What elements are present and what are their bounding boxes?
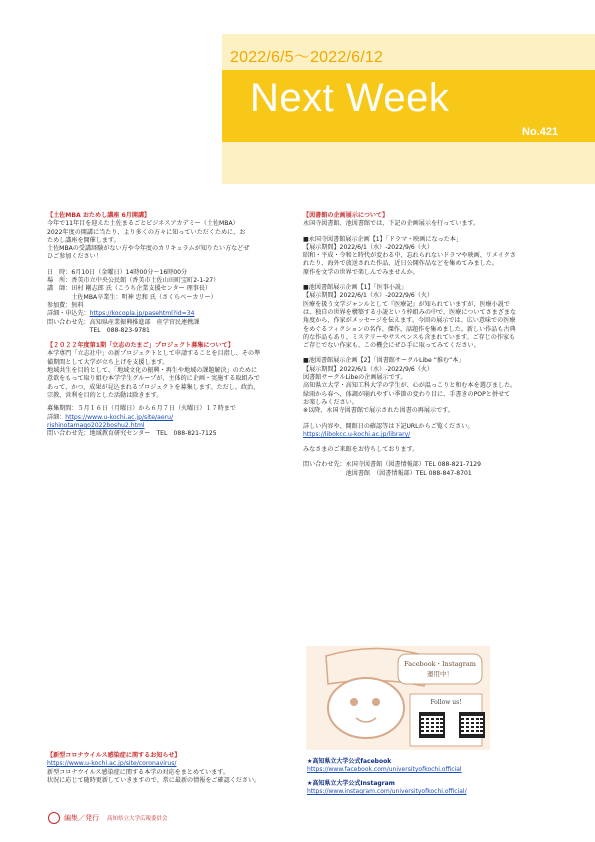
library-contact-line: 問い合わせ先：永国寺図書館（図書情報部）TEL 088-821-7129	[303, 461, 481, 469]
library-link[interactable]: https://libokcc.u-kochi.ac.jp/library/	[303, 430, 411, 438]
footer-org: 高知県立大学広報委員会	[107, 816, 168, 822]
right-column	[303, 212, 568, 478]
mba-detail-line: 日 時：6月10日（金曜日）14時00分～16時00分	[47, 268, 188, 276]
covid-link[interactable]: https://www.u-kochi.ac.jp/site/coronavirus/	[47, 760, 177, 768]
footer-editor: 編集／発行	[64, 814, 99, 822]
university-logo-icon	[48, 812, 60, 824]
follow-text: Follow us!	[430, 699, 462, 706]
covid-notice	[47, 752, 297, 785]
mba-apply-label: 詳細・申込先：	[47, 310, 90, 318]
exhibit2-period: 【展示期間】2022/6/1（水）-2022/9/6（火）	[303, 292, 434, 300]
mba-apply-line	[47, 310, 292, 318]
section-heading-rishi: 【２０２２年度第1期「立志のたまご」プロジェクト募集について】	[47, 342, 234, 350]
mba-body-line: ひご参加ください！	[47, 253, 102, 261]
rishi-detail-link[interactable]: https://www.u-kochi.ac.jp/site/aeru/	[65, 413, 173, 421]
mba-contact-line: 問い合わせ先：高知県産業振興推進部 産学官民連携課	[47, 318, 200, 326]
instagram-link[interactable]: https://www.instagram.com/universityofkochi.official/	[307, 787, 467, 795]
exhibit2-body-line: 角度から、作家がメッセージを伝えます。今回の展示では、広い意味での医療	[303, 317, 516, 325]
banner-text-2: 運用中！	[427, 670, 453, 678]
instagram-label: ★高知県立大学公式Instagram	[307, 779, 395, 787]
exhibit3-body-line: 高知県立大学・高知工科大学の学生が、心が温っこりと和む本を選びました。	[303, 382, 517, 390]
mba-detail-line: 講 師：田村 剛志郎 氏（こうち企業支援センター 理事長）	[47, 285, 212, 293]
page-title: Next Week	[250, 76, 450, 120]
mba-body-line: 2022年度の開講に当たり、より多くの方々に知っていただくために、お	[47, 228, 246, 236]
facebook-qr-icon[interactable]	[419, 712, 445, 738]
section-heading-library: 【図書館の企画展示について】	[303, 212, 389, 219]
facebook-label: ★高知県立大学公式facebook	[307, 758, 392, 765]
mba-detail-line: 場 所：香美市立中央公民館（香美市土佐山田町宝町2-1-27）	[47, 277, 220, 285]
exhibit3-body-line: 緑雨から春へ、体調が崩れやすい季節の変わり目に、手書きのPOPと併せて	[303, 390, 511, 398]
date-range: 2022/6/5～2022/6/12	[230, 49, 384, 66]
rishi-detail-label: 詳細：	[47, 413, 66, 421]
footer	[48, 812, 168, 824]
mba-body-line: 今年で11年目を迎えた土佐まるごとビジネスアカデミー（土佐MBA）	[47, 220, 239, 228]
rishi-body-line: 地域共生を目的として、「地域文化の振興・再生や地域の課題解決」のために	[47, 367, 258, 375]
instagram-qr-icon[interactable]	[459, 712, 485, 738]
covid-line: 状況に応じて随時更新していきますので、常に最新の情報をご確認ください。	[47, 776, 261, 784]
rishi-period: 募集期間：５月１６日（月曜日）から６月７日（火曜日）１７時まで	[47, 405, 236, 413]
covid-heading: 【新型コロナウイルス感染症に関するお知らせ】	[47, 752, 181, 759]
library-confirm-text: 詳しい内容や、開館日の確認等は下記URLからご覧ください。	[303, 422, 474, 430]
rishi-body-line: 備期間として大学が立ち上げを支援します。	[47, 358, 169, 366]
exhibit2-body-line: ご存じでない作家も、この機会にぜひ手に取ってみてください。	[303, 342, 480, 350]
exhibit2-body-line: をめぐるフィクションの名作、傑作、話題作を集めました。新しい作品も古典	[303, 325, 516, 333]
exhibit1-period: 【展示期間】2022/6/1（水）-2022/9/6（火）	[303, 243, 434, 251]
covid-line: 新型コロナウイルス感染症に関する本学の対応をまとめています。	[47, 768, 229, 776]
exhibit1-body-line: れたり、海外で放送された作品、近日公開作品などを集めてみました。	[303, 260, 498, 268]
exhibit1-title: ■永国寺図書館展示企画【1】「ドラマ・映画になった本」	[303, 235, 462, 243]
rishi-body-line: あって、かつ、成果が見込まれるプロジェクトを募集します。ただし、政治、	[47, 383, 260, 391]
mba-body-line: 土佐MBAの受講経験がない方や今年度のカリキュラムが知りたい方などぜ	[47, 245, 250, 253]
exhibit1-body-line: 昭和・平成・令和と時代が変わる中、忘れられないドラマや映画、リメイクさ	[303, 252, 516, 260]
mba-detail-line: 参加費：無料	[47, 301, 84, 309]
exhibit2-body-line: 医療を扱う文学ジャンルとして『医療記』が知られていますが、医療小説で	[303, 300, 510, 308]
rishi-detail-line	[47, 414, 292, 422]
issue-number: No.421	[522, 126, 559, 138]
rishi-contact: 問い合わせ先：地域教育研究センター TEL 088-821-7125	[47, 430, 217, 438]
banner-text: Facebook・Instagram	[404, 660, 476, 668]
exhibit2-body-line: は、独自の世界を構築する小説という枠組みの中で、医療についてさまざまな	[303, 308, 517, 316]
mba-detail-line: 土佐MBA卒業生：明神 忠和 氏（さくらベーカリー）	[47, 293, 217, 301]
library-contact-line: 池図書館 （図書情報部）TEL 088-847-8701	[303, 469, 472, 477]
exhibit3-period: 【展示期間】2022/6/1（水）-2022/9/6（火）	[303, 365, 434, 373]
rishi-body-line: 意欲をもって取り組む本学学生グループが、主体的に企画・実施する取組みで	[47, 375, 260, 383]
exhibit3-body-line: 図書館サークルLibeの企画展示です。	[303, 374, 407, 382]
social-links	[307, 758, 557, 796]
mba-body-line: ためし講座を開催します。	[47, 236, 120, 244]
library-closing: みなさまのご来館をお待ちしております。	[303, 446, 419, 454]
exhibit2-title: ■池図書館展示企画【1】「医事小説」	[303, 284, 408, 292]
rishi-body-line: 宗教、営利を目的とした活動は除きます。	[47, 391, 163, 399]
exhibit3-title: ■池図書館展示企画【2】「図書館サークルLibe “推む”本」	[303, 357, 465, 365]
left-column	[47, 212, 292, 438]
exhibit1-body-line: 原作を文学の世界で楽しんでみませんか。	[303, 268, 419, 276]
exhibit3-body-line: お楽しみください。	[303, 398, 358, 406]
exhibit3-body-line: ※以降、永国寺図書館で展示された図書の再展示です。	[303, 407, 454, 415]
facebook-link[interactable]: https://www.facebook.com/universityofkochi.official	[307, 766, 462, 774]
mba-contact-line: TEL 088-823-9781	[47, 326, 150, 334]
mba-apply-link[interactable]: https://kocopla.jp/pasehtml?id=34	[89, 310, 195, 318]
section-heading-mba: 【土佐MBA おためし講座 6月開講】	[47, 212, 151, 219]
exhibit2-body-line: 的な作品もあり、ミステリーやサスペンスも含まれています。ご存じの作家も	[303, 333, 516, 341]
rishi-body-line: 本学専門「立志社中」の新プロジェクトとして申請することを目指し、その準	[47, 350, 261, 358]
library-intro: 永国寺図書館、池図書館では、下記の企画展示を行っています。	[303, 220, 480, 228]
mascot-face-icon	[328, 678, 404, 738]
rishi-detail-link-cont[interactable]: rishinotamago2022boshu2.html	[47, 421, 145, 429]
